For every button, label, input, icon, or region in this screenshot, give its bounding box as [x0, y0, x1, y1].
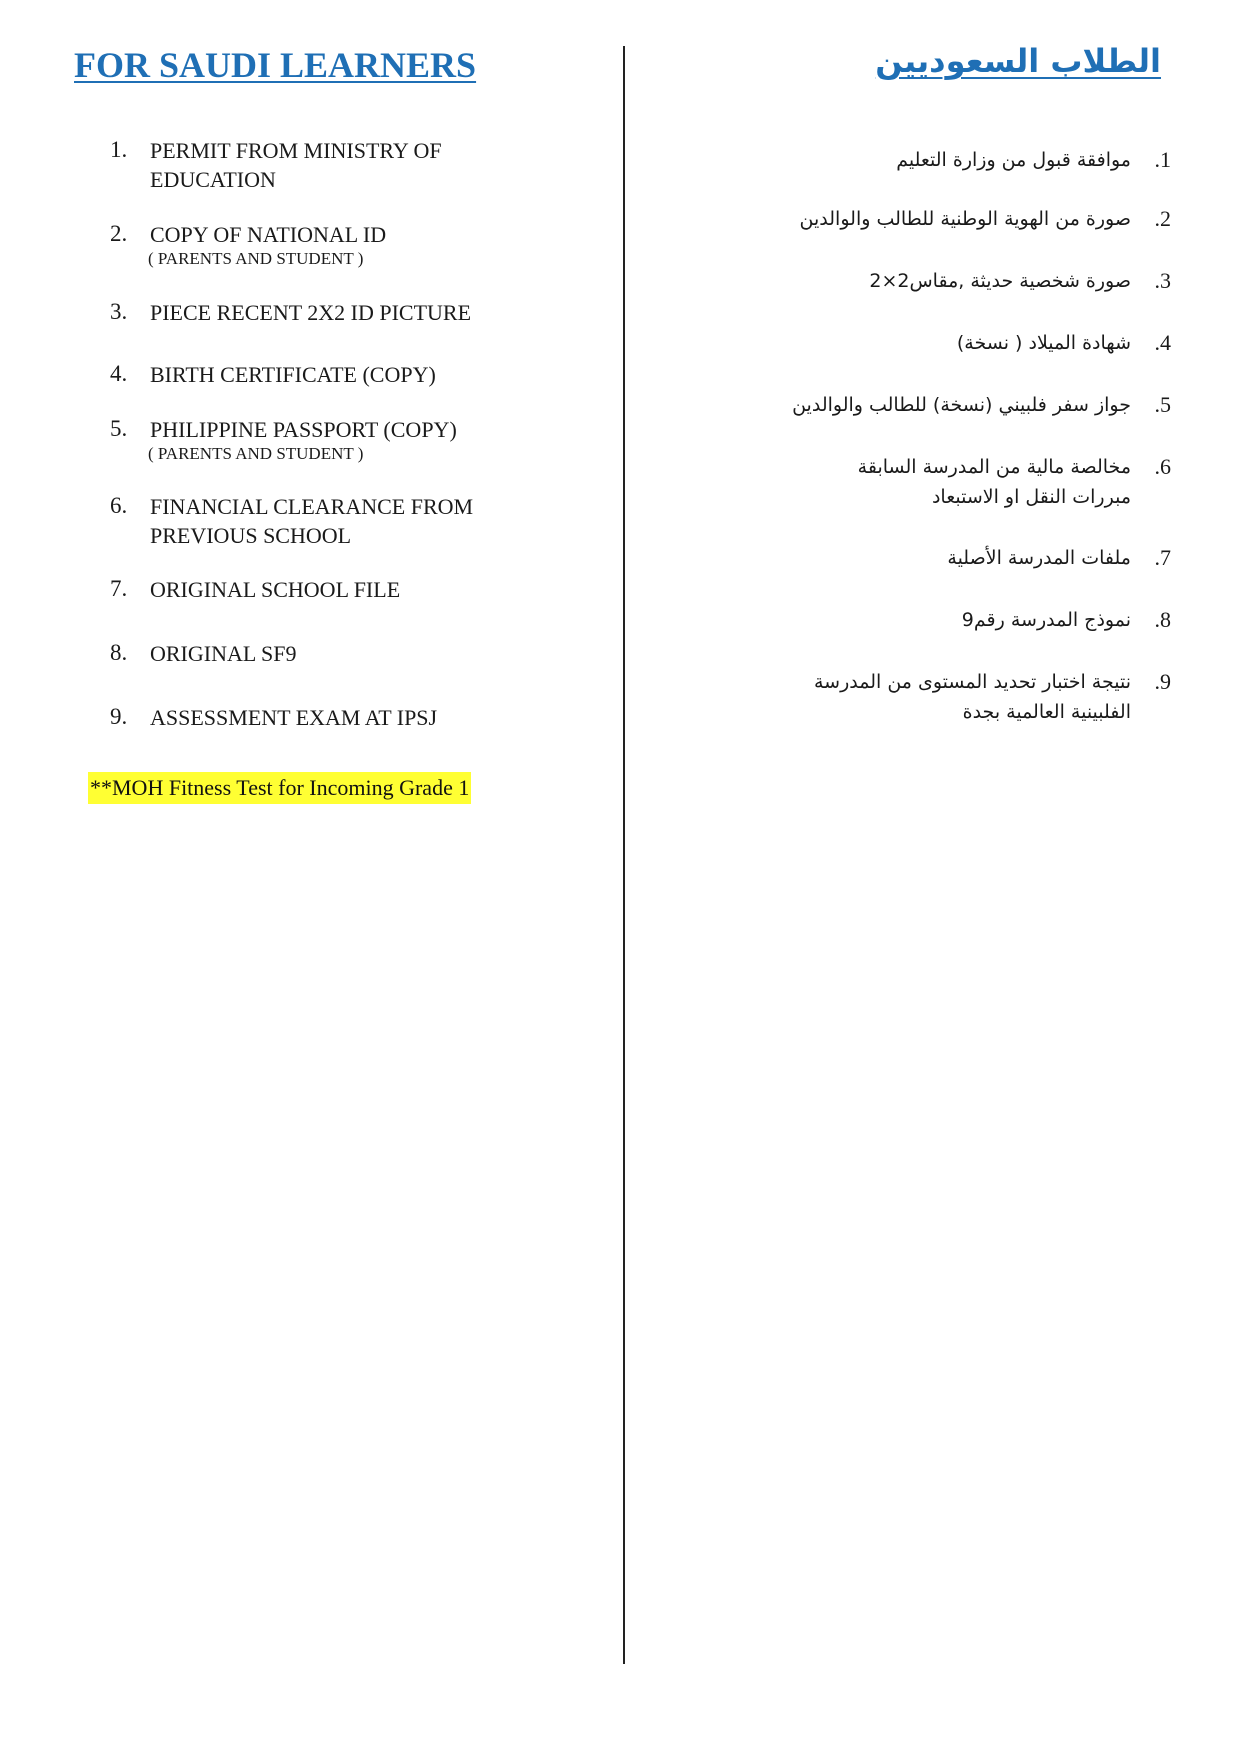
english-list-item-3: [110, 298, 550, 327]
arabic-list-item-8: [661, 605, 1171, 635]
arabic-list-item-5: [661, 390, 1171, 420]
arabic-list-item-4: [661, 328, 1171, 358]
item-text: ملفات المدرسة الأصلية: [947, 547, 1131, 569]
item-number: .2: [1154, 206, 1171, 231]
arabic-list-item-1: [661, 145, 1171, 175]
item-text: شهادة الميلاد ( نسخة): [956, 332, 1131, 354]
item-number: .1: [1154, 147, 1171, 172]
item-text-line-2: الفلبينية العالمية بجدة: [962, 701, 1131, 723]
item-text: PHILIPPINE PASSPORT (COPY): [150, 417, 457, 442]
item-number: 3.: [110, 299, 128, 324]
english-list-item-4: [110, 360, 550, 389]
item-number: .8: [1154, 607, 1171, 632]
arabic-list-item-6: [661, 452, 1171, 512]
item-number: 6.: [110, 493, 128, 518]
english-list-item-2: [110, 220, 550, 269]
item-number: .3: [1154, 268, 1171, 293]
item-number: 7.: [110, 576, 128, 601]
item-text: ORIGINAL SF9: [150, 641, 297, 666]
item-text: ASSESSMENT EXAM AT IPSJ: [150, 705, 438, 730]
item-text: جواز سفر فلبيني (نسخة) للطالب والوالدين: [792, 394, 1131, 416]
item-text: نموذج المدرسة رقم9: [961, 609, 1131, 631]
item-number: 9.: [110, 704, 128, 729]
arabic-list-item-9: [661, 667, 1171, 727]
item-number: .7: [1154, 545, 1171, 570]
item-number: 8.: [110, 640, 128, 665]
english-list-item-5: [110, 415, 550, 464]
english-list-item-1: [110, 136, 550, 194]
item-text: مخالصة مالية من المدرسة السابقة: [857, 456, 1131, 478]
arabic-list-item-2: [661, 204, 1171, 234]
item-text: نتيجة اختبار تحديد المستوى من المدرسة: [813, 671, 1131, 693]
item-text-line-2: مبررات النقل او الاستبعاد: [931, 486, 1131, 508]
item-number: .9: [1154, 669, 1171, 694]
english-list-item-7: [110, 575, 550, 604]
item-number: 1.: [110, 137, 128, 162]
item-text: FINANCIAL CLEARANCE FROM PREVIOUS SCHOOL: [150, 494, 474, 548]
item-subtext: ( PARENTS AND STUDENT ): [148, 249, 364, 268]
item-text: صورة شخصية حديثة ,مقاس2×2: [869, 270, 1131, 292]
item-subtext: ( PARENTS AND STUDENT ): [148, 444, 364, 463]
item-number: 2.: [110, 221, 128, 246]
item-text: PIECE RECENT 2X2 ID PICTURE: [150, 300, 472, 325]
arabic-title: الطلاب السعوديين: [875, 42, 1161, 80]
item-text: BIRTH CERTIFICATE (COPY): [150, 362, 436, 387]
arabic-list-item-3: [661, 266, 1171, 296]
english-list-item-9: [110, 703, 550, 732]
item-text: صورة من الهوية الوطنية للطالب والوالدين: [799, 208, 1131, 230]
item-number: .4: [1154, 330, 1171, 355]
fitness-test-note: **MOH Fitness Test for Incoming Grade 1: [88, 772, 471, 804]
item-text: PERMIT FROM MINISTRY OF EDUCATION: [150, 138, 442, 192]
english-title: FOR SAUDI LEARNERS: [74, 45, 477, 85]
english-list-item-8: [110, 639, 550, 668]
item-text: ORIGINAL SCHOOL FILE: [150, 577, 401, 602]
item-number: 5.: [110, 416, 128, 441]
column-divider: [623, 46, 625, 1664]
item-number: 4.: [110, 361, 128, 386]
item-text: COPY OF NATIONAL ID: [150, 222, 387, 247]
english-list-item-6: [110, 492, 550, 550]
item-number: .5: [1154, 392, 1171, 417]
item-text: موافقة قبول من وزارة التعليم: [896, 149, 1131, 171]
arabic-list-item-7: [661, 543, 1171, 573]
item-number: .6: [1154, 454, 1171, 479]
